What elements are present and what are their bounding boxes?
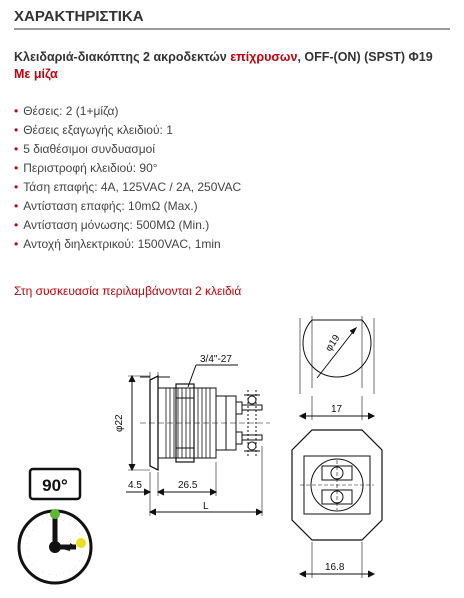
bullet-icon: •: [14, 199, 19, 213]
spec-list: [14, 102, 241, 254]
spec-item: • Περιστροφή κλειδιού: 90°: [14, 161, 158, 175]
bullet-icon: •: [14, 104, 19, 118]
spec-item: • Αντίσταση επαφής: 10mΩ (Max.): [14, 199, 198, 213]
bullet-icon: •: [14, 237, 19, 251]
product-name-highlight: επίχρυσων: [230, 50, 298, 64]
clock-icon: [19, 509, 91, 583]
bullet-icon: •: [14, 218, 19, 232]
width-top-label: 17: [331, 404, 343, 415]
package-note: Στη συσκευασία περιλαμβάνονται 2 κλειδιά: [14, 284, 242, 298]
dia-front-label: φ19: [323, 332, 343, 354]
spec-item: • Αντοχή διηλεκτρικού: 1500VAC, 1min: [14, 237, 221, 251]
bullet-icon: •: [14, 142, 19, 156]
spec-item: • Τάση επαφής: 4A, 125VAC / 2A, 250VAC: [14, 180, 242, 194]
thread-label: 3/4"-27: [200, 354, 232, 365]
spec-item: • Θέσεις εξαγωγής κλειδιού: 1: [14, 123, 173, 137]
product-name-part2: , OFF-(ON) (SPST) Φ19: [297, 50, 433, 64]
bullet-icon: •: [14, 123, 19, 137]
bullet-icon: •: [14, 180, 19, 194]
spec-item: • 5 διαθέσιμοι συνδυασμοί: [14, 142, 155, 156]
section-divider: [14, 28, 450, 30]
len-total-label: L: [203, 501, 209, 512]
product-subtitle: Με μίζα: [14, 67, 58, 81]
technical-drawing: [0, 296, 464, 596]
rotation-badge-label: 90°: [42, 476, 68, 495]
product-description: [14, 49, 454, 83]
spec-item: • Αντίσταση μόνωσης: 500MΩ (Min.): [14, 218, 210, 232]
dia-side-label: φ22: [114, 414, 125, 432]
section-title: ΧΑΡΑΚΤΗΡΙΣΤΙΚΑ: [14, 8, 144, 25]
product-name-part1: Κλειδαριά-διακόπτης 2 ακροδεκτών: [14, 50, 231, 64]
len-body-label: 26.5: [178, 480, 198, 491]
bullet-icon: •: [14, 161, 19, 175]
spec-item: • Θέσεις: 2 (1+μίζα): [14, 104, 119, 118]
width-bottom-label: 16.8: [325, 562, 345, 573]
len-flange-label: 4.5: [128, 480, 142, 491]
